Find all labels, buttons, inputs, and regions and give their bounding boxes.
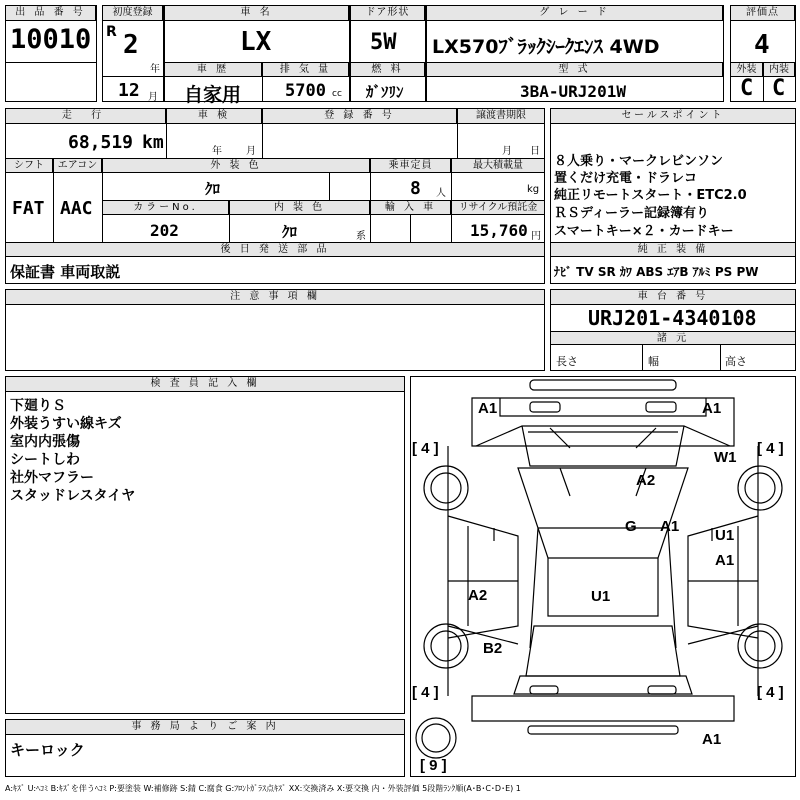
tire-spare: [ 9 ] (420, 757, 447, 774)
tire-front-left: [ 4 ] (412, 440, 439, 457)
interior-grade: C (772, 76, 786, 101)
shift-label: シフト (6, 159, 53, 173)
sales-line-3: 純正リモートスタート・ETC2.0 (554, 188, 747, 203)
model: 3BA-URJ201W (520, 82, 626, 101)
color-no: 202 (150, 221, 179, 240)
grade: LX570ﾌﾞﾗｯｸｼｰｸｴﾝｽ 4WD (432, 36, 660, 58)
ext-color: ｸﾛ (205, 180, 221, 198)
later-parts-label: 後 日 発 送 部 品 (6, 243, 544, 257)
mark-a1-right-door: A1 (715, 552, 735, 569)
height-label: 高さ (725, 355, 747, 368)
mark-a1-rear: A1 (702, 731, 722, 748)
inspection-year-unit: 年 (212, 146, 222, 157)
notes-label: 注 意 事 項 欄 (6, 290, 544, 305)
recycle-label: リサイクル預託金 (452, 201, 544, 215)
capacity-label: 乗車定員 (371, 159, 451, 173)
capacity-unit: 人 (436, 188, 446, 199)
transfer-label: 譲渡書期限 (458, 109, 544, 124)
history-label: 車 歴 (165, 63, 262, 77)
lot-label: 出 品 番 号 (6, 6, 96, 21)
office-label: 事 務 局 よ り ご 案 内 (6, 720, 404, 735)
fuel-label: 燃 料 (351, 63, 425, 77)
load-label: 最大積載量 (452, 159, 544, 173)
color-no-label: カラーNo. (103, 201, 229, 215)
mark-a1-pillar: A1 (660, 518, 680, 535)
mark-b2-left: B2 (483, 640, 503, 657)
length-label: 長さ (556, 355, 578, 368)
reg-no-label: 登 録 番 号 (263, 109, 457, 124)
ext-color-label: 外 装 色 (103, 159, 370, 173)
fuel: ｶﾞｿﾘﾝ (366, 83, 404, 101)
inspection-label: 車 検 (167, 109, 262, 124)
month-unit: 月 (148, 92, 158, 103)
ac: AAC (60, 198, 93, 219)
score: 4 (754, 30, 770, 60)
exterior-label: 外装 (731, 63, 763, 77)
import-label: 輸 入 車 (371, 201, 451, 215)
later-parts: 保証書 車両取説 (10, 263, 121, 281)
car-name-label: 車 名 (165, 6, 349, 21)
inspector-line-1: 下廻りＳ (10, 398, 66, 414)
displacement: 5700 (285, 81, 326, 101)
displacement-unit: cc (332, 89, 342, 99)
displacement-label: 排 気 量 (263, 63, 349, 77)
equipment: ﾅﾋﾞ TV SR ｶﾜ ABS ｴｱB ｱﾙﾐ PS PW (554, 265, 759, 279)
chassis-number: URJ201-4340108 (588, 306, 757, 330)
inspector-line-2: 外装うすい線キズ (10, 416, 122, 432)
ac-label: エアコン (54, 159, 102, 173)
mileage-unit: km (142, 132, 164, 153)
inspector-line-5: 社外マフラー (10, 470, 94, 486)
door: 5W (370, 30, 397, 55)
mark-a2-roof: A2 (636, 472, 656, 489)
tire-rear-right: [ 4 ] (757, 684, 784, 701)
sales-line-5: スマートキー×２・カードキー (554, 224, 734, 239)
model-label: 型 式 (427, 63, 723, 77)
sales-line-1: ８人乗り・マークレビンソン (554, 154, 724, 169)
inspector-label: 検 査 員 記 入 欄 (6, 377, 404, 392)
equip-label: 純 正 装 備 (551, 243, 795, 257)
int-color: ｸﾛ (282, 223, 298, 241)
width-label: 幅 (648, 355, 659, 368)
tire-front-right: [ 4 ] (757, 440, 784, 457)
inspector-line-6: スタッドレスタイヤ (10, 488, 136, 504)
first-reg-label: 初度登録 (103, 6, 163, 21)
capacity: 8 (410, 178, 421, 199)
inspection-month-unit: 月 (246, 146, 256, 157)
recycle-unit: 円 (531, 231, 541, 242)
int-color-unit: 系 (356, 231, 366, 242)
int-color-label: 内 装 色 (230, 201, 370, 215)
mileage-label: 走 行 (6, 109, 166, 124)
mark-u1-right: U1 (715, 527, 735, 544)
score-label: 評価点 (731, 6, 795, 21)
door-label: ドア形状 (351, 6, 425, 21)
grade-label: グ レ ー ド (427, 6, 723, 21)
chassis-label: 車 台 番 号 (551, 290, 795, 305)
tire-rear-left: [ 4 ] (412, 684, 439, 701)
transfer-month-unit: 月 (502, 146, 512, 157)
mark-g: G (625, 518, 637, 535)
sales-line-4: ＲＳディーラー記録簿有り (554, 206, 709, 221)
year-unit: 年 (150, 64, 160, 75)
load-unit: kg (527, 184, 540, 195)
era: R (106, 24, 117, 40)
sales-label: セールスポイント (551, 109, 795, 124)
mileage: 68,519 (68, 132, 134, 153)
shift: FAT (12, 198, 45, 219)
mark-a1-front-right: A1 (702, 400, 722, 417)
exterior-grade: C (740, 76, 754, 101)
mark-a1-front-left: A1 (478, 400, 498, 417)
mark-u1-center: U1 (591, 588, 611, 605)
year: 2 (123, 30, 139, 60)
legend: A:ｷｽﾞ U:ﾍｺﾐ B:ｷｽﾞを伴うﾍｺﾐ P:要塗装 W:補修跡 S:錆 C:腐食 G:ﾌﾛﾝﾄｶﾞﾗｽ点ｷｽﾞ XX:交換済み X:要交換 内・外装評価 5段階ﾗﾝｸ順(A･B･C･D･E) 1 (5, 784, 521, 793)
sales-line-2: 置くだけ充電・ドラレコ (554, 171, 698, 186)
recycle: 15,760 (470, 221, 528, 240)
transfer-day-unit: 日 (530, 146, 540, 157)
car-diagram (410, 376, 796, 777)
lot-number: 10010 (10, 24, 92, 55)
interior-label: 内装 (764, 63, 795, 77)
inspector-line-3: 室内内張傷 (10, 434, 80, 450)
office-text: キーロック (10, 741, 85, 759)
mark-w1: W1 (714, 449, 737, 466)
history: 自家用 (184, 84, 242, 106)
car-name: LX (240, 27, 272, 57)
inspector-line-4: シートしわ (10, 452, 80, 468)
dims-label: 諸 元 (551, 332, 795, 345)
mark-a2-left: A2 (468, 587, 488, 604)
month: 12 (118, 80, 140, 101)
